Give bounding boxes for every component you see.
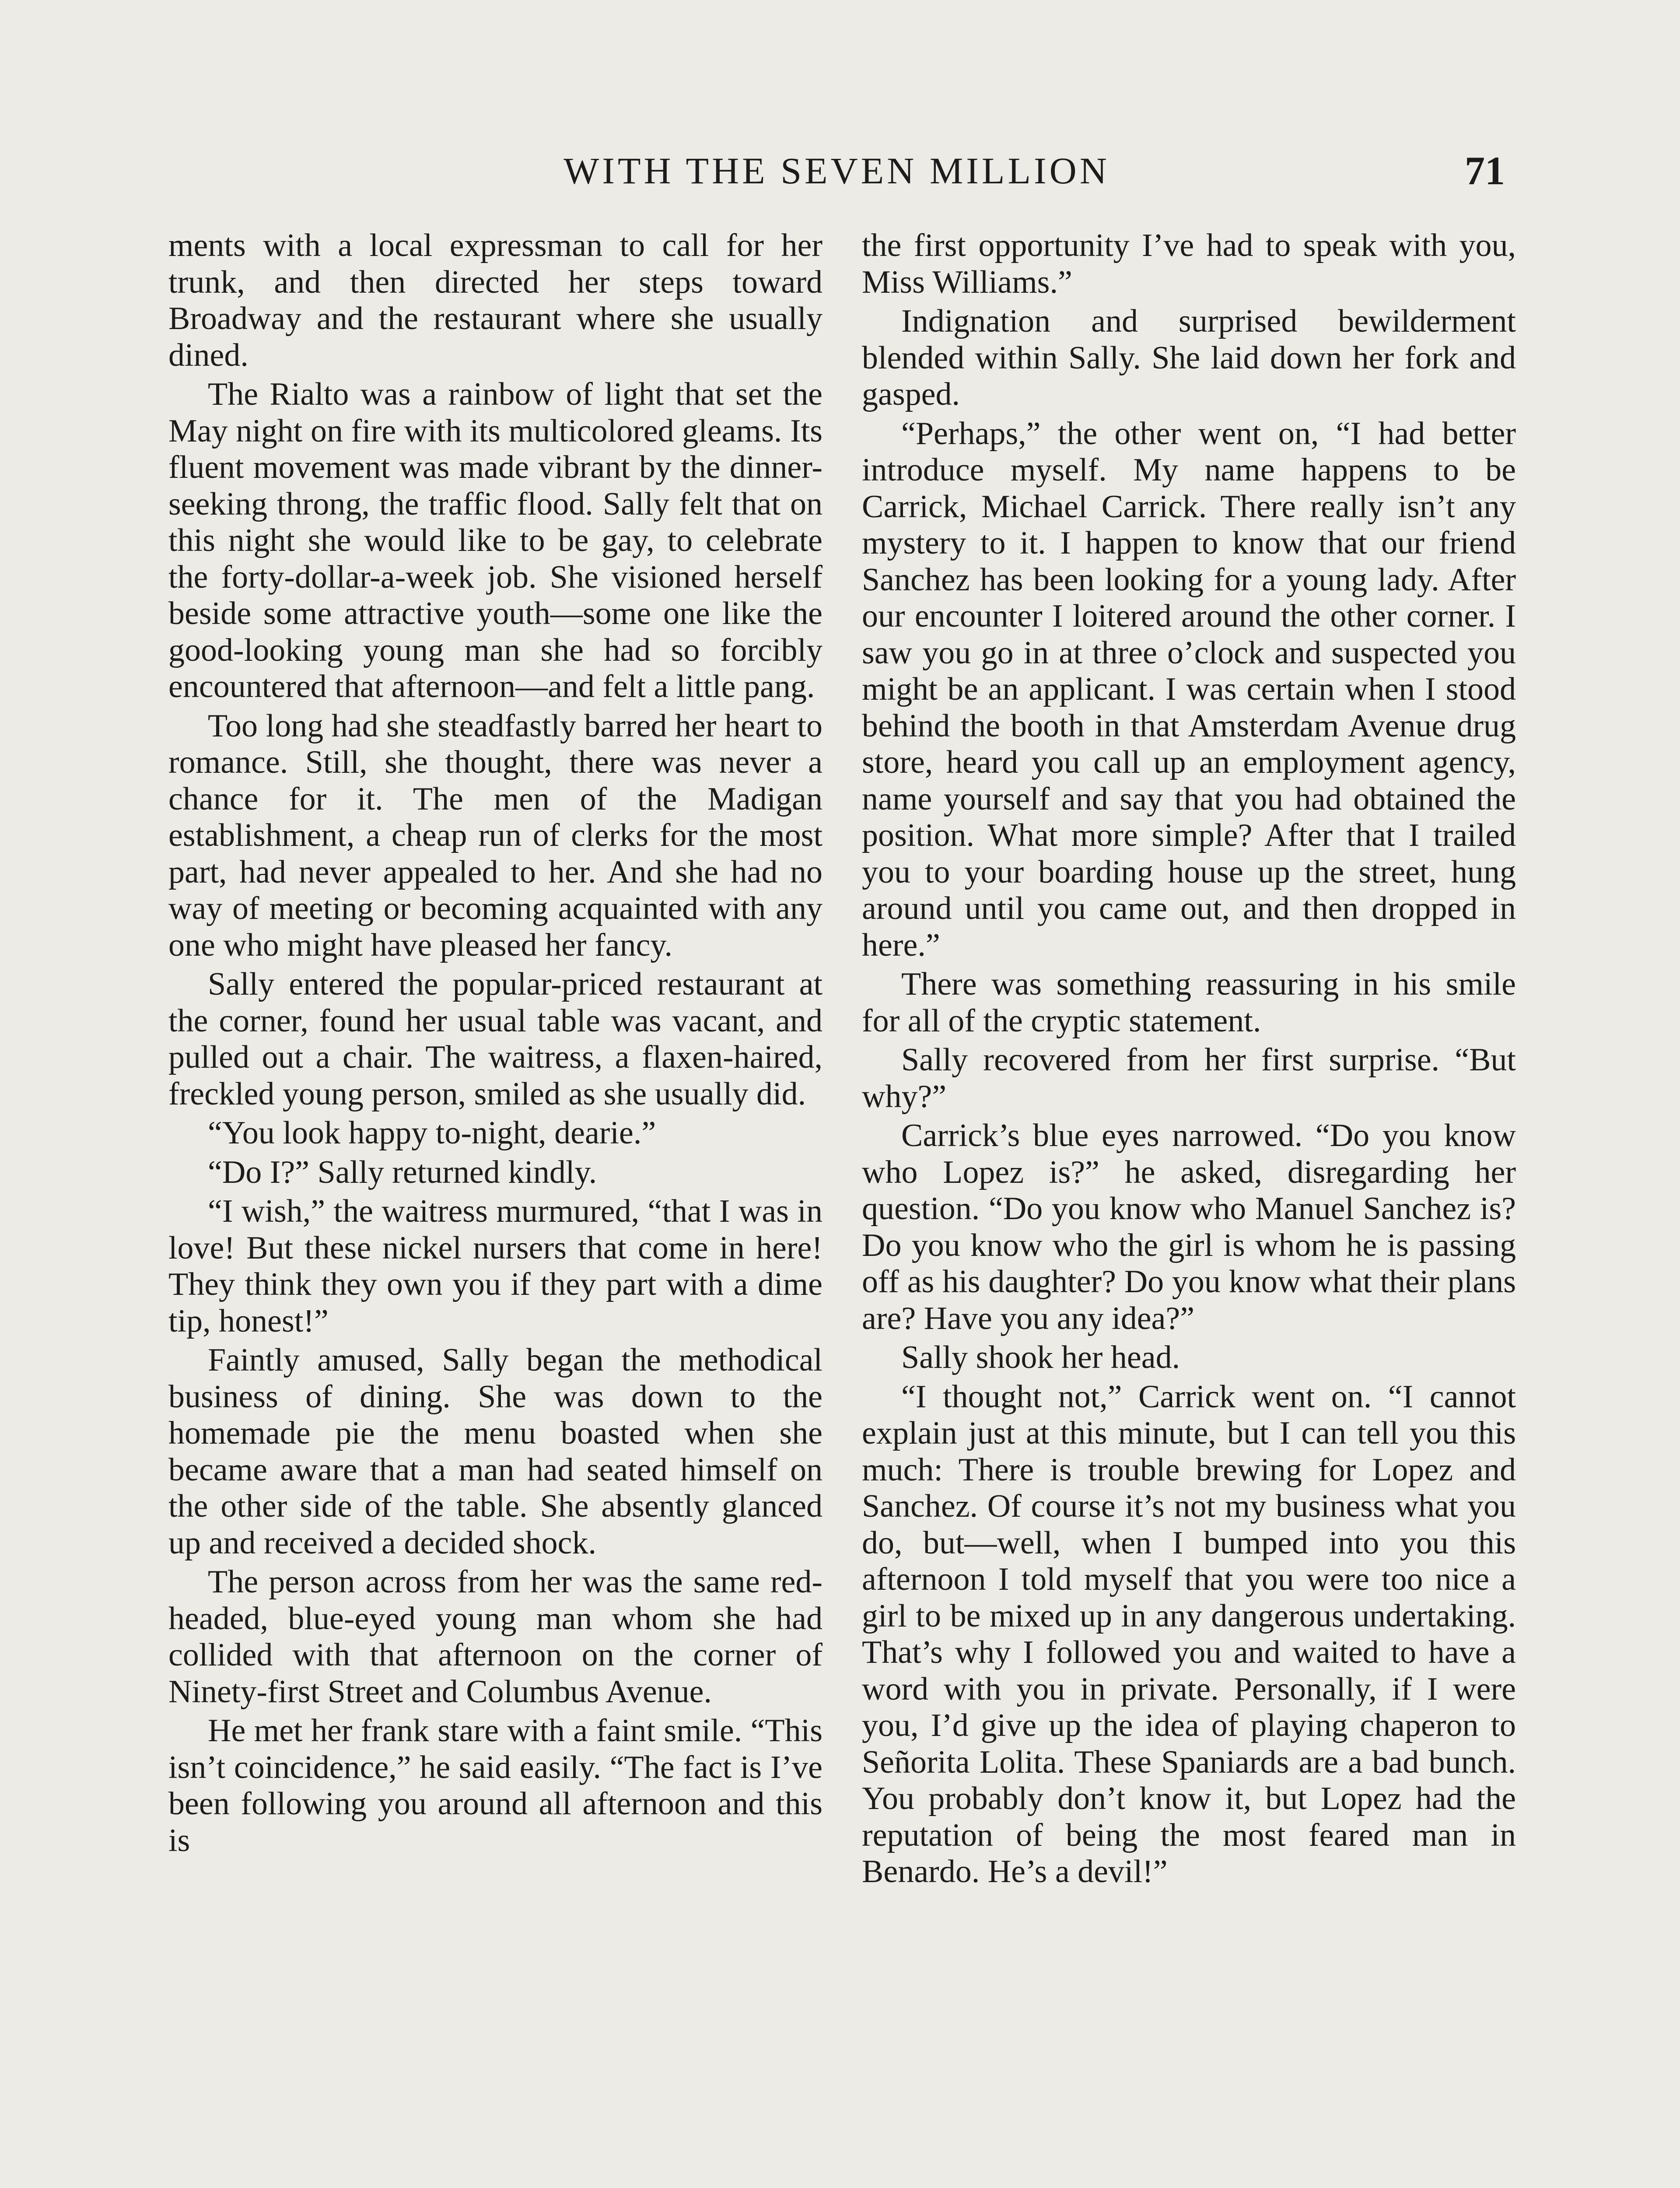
paragraph: Sally recovered from her first surprise. “But why?” — [862, 1042, 1516, 1115]
running-title: WITH THE SEVEN MILLION — [564, 150, 1110, 192]
paragraph: “I wish,” the waitress murmured, “that I was in love! But these nickel nursers that come in here! They think they own you if they part with a dime tip, honest!” — [168, 1193, 822, 1339]
paragraph: Faintly amused, Sally began the methodical business of dining. She was down to the homemade pie the menu boasted when she became aware that a man had seated himself on the other side of the table. She absently glanced up and received a decided shock. — [168, 1342, 822, 1561]
left-text-column — [168, 228, 822, 1859]
paragraph: There was something reassuring in his smile for all of the cryptic statement. — [862, 966, 1516, 1039]
paragraph: “Do I?” Sally returned kindly. — [208, 1154, 597, 1190]
running-header — [168, 144, 1505, 197]
paragraph: Too long had she steadfastly barred her heart to romance. Still, she thought, there was never a chance for it. The men of the Madigan establishment, a cheap run of clerks for the most part, had never appealed to her. And she had no way of meeting or becoming acquainted with any one who might have pleased her fancy. — [168, 708, 822, 963]
paragraph: “I thought not,” Carrick went on. “I cannot explain just at this minute, but I can tell you this much: There is trouble brewing for Lopez and Sanchez. Of course it’s not my business what you do, but—well, when I bumped into you this afternoon I told myself that you were too nice a girl to be mixed up in any dangerous undertaking. That’s why I followed you and waited to have a word with you in private. Personally, if I were you, I’d give up the idea of playing chaperon to Señorita Lolita. These Spaniards are a bad bunch. You probably don’t know it, but Lopez had the reputation of being the most feared man in Benardo. He’s a devil!” — [862, 1378, 1516, 1890]
paragraph: Carrick’s blue eyes narrowed. “Do you know who Lopez is?” he asked, disregarding her question. “Do you know who Manuel Sanchez is? Do you know who the girl is whom he is passing off as his daughter? Do you know what their plans are? Have you any idea?” — [862, 1118, 1516, 1336]
paragraph: Sally shook her head. — [901, 1339, 1180, 1375]
paragraph: “Perhaps,” the other went on, “I had better introduce myself. My name happens to be Carrick, Michael Carrick. There really isn’t any mystery to it. I happen to know that our friend Sanchez has been looking for a young lady. After our encounter I loitered around the other corner. I saw you go in at three o’clock and suspected you might be an applicant. I was certain when I stood behind the booth in that Amsterdam Avenue drug store, heard you call up an employment agency, name yourself and say that you had obtained the position. What more simple? After that I trailed you to your boarding house up the street, hung around until you came out, and then dropped in here.” — [862, 415, 1516, 963]
paragraph: Indignation and surprised bewilderment blended within Sally. She laid down her fork and gasped. — [862, 303, 1516, 412]
paragraph: ments with a local expressman to call for her trunk, and then directed her steps toward Broadway and the restaurant where she usually dined. — [168, 228, 822, 373]
page-number: 71 — [1465, 148, 1505, 193]
paragraph: the first opportunity I’ve had to speak with you, Miss Williams.” — [862, 228, 1516, 300]
paragraph: “You look happy to-night, dearie.” — [208, 1115, 656, 1151]
right-text-column — [862, 228, 1516, 1890]
paragraph: He met her frank stare with a faint smile. “This isn’t coincidence,” he said easily. “The fact is I’ve been following you around all afternoon and this is — [168, 1713, 822, 1858]
paragraph: The Rialto was a rainbow of light that set the May night on fire with its multicolored gleams. Its fluent movement was made vibrant by the dinner-seeking throng, the traffic flood. Sally felt that on this night she would like to be gay, to celebrate the forty-dollar-a-week job. She visioned herself beside some attractive youth—some one like the good-looking young man she had so forcibly encountered that afternoon—and felt a little pang. — [168, 376, 822, 705]
paragraph: Sally entered the popular-priced restaurant at the corner, found her usual table was vacant, and pulled out a chair. The waitress, a flaxen-haired, freckled young person, smiled as she usually did. — [168, 966, 822, 1112]
paragraph: The person across from her was the same red-headed, blue-eyed young man whom she had collided with that afternoon on the corner of Ninety-first Street and Columbus Avenue. — [168, 1564, 822, 1710]
